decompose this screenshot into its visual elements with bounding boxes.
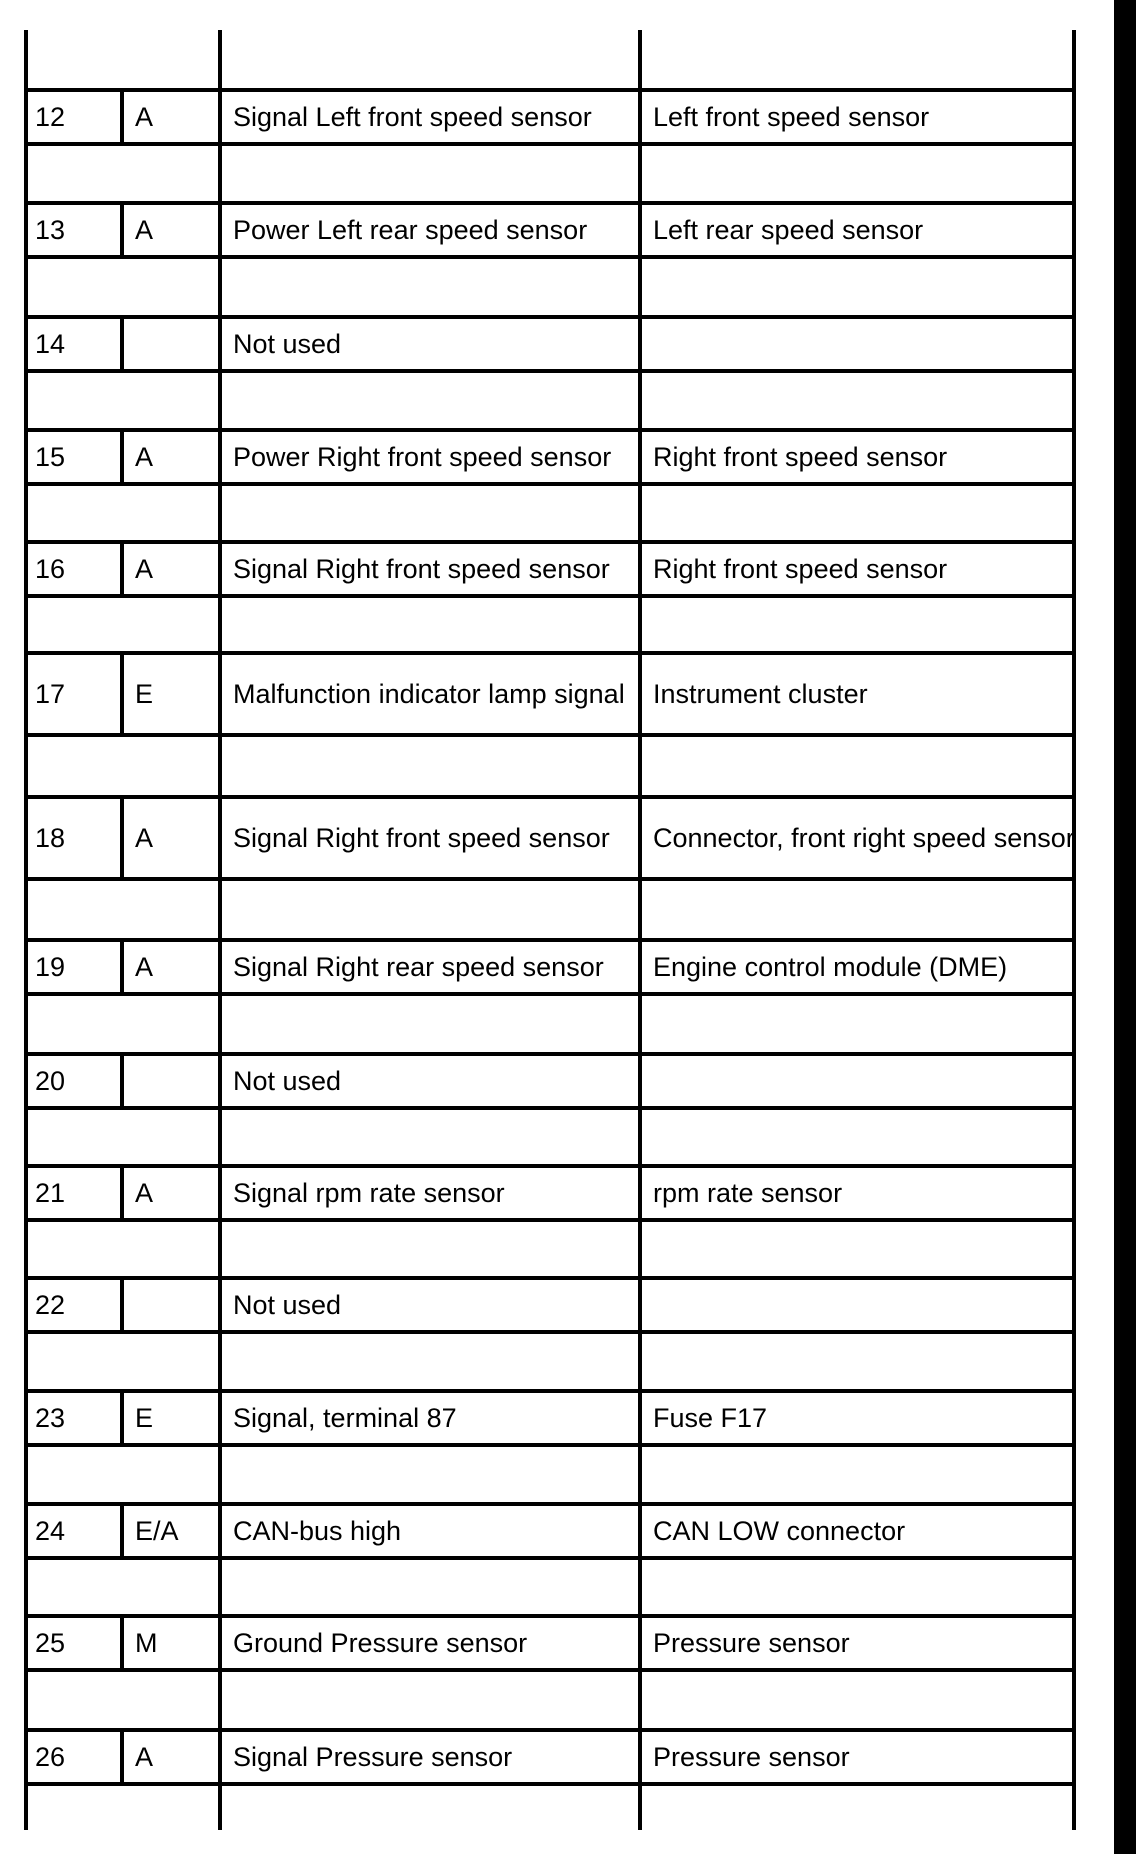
type-cell: A — [120, 1168, 218, 1218]
table-row — [24, 1164, 1076, 1222]
destination-cell — [638, 1056, 1076, 1106]
type-cell: A — [120, 544, 218, 594]
table-row — [24, 88, 1076, 146]
type-cell: E — [120, 655, 218, 733]
description-cell: Signal Right front speed sensor — [218, 799, 638, 877]
type-cell — [120, 319, 218, 369]
destination-cell: Fuse F17 — [638, 1393, 1076, 1443]
table-row — [24, 1502, 1076, 1560]
table-row — [24, 938, 1076, 996]
destination-cell: Right front speed sensor — [638, 432, 1076, 482]
description-cell: Signal Right rear speed sensor — [218, 942, 638, 992]
table-row — [24, 1276, 1076, 1334]
column-rule-left — [24, 30, 28, 1830]
pin-cell: 13 — [35, 214, 66, 245]
destination-cell: rpm rate sensor — [638, 1168, 1076, 1218]
description-cell: Not used — [218, 319, 638, 369]
destination-cell — [638, 1280, 1076, 1330]
pin-cell: 24 — [35, 1515, 66, 1546]
table-row — [24, 1614, 1076, 1672]
type-cell: E/A — [120, 1506, 218, 1556]
destination-cell: Instrument cluster — [638, 655, 1076, 733]
pin-cell: 18 — [35, 822, 66, 853]
type-cell: A — [120, 799, 218, 877]
pin-cell: 26 — [35, 1741, 66, 1772]
description-cell: CAN-bus high — [218, 1506, 638, 1556]
description-cell: Power Left rear speed sensor — [218, 205, 638, 255]
table-row — [24, 540, 1076, 598]
type-cell: A — [120, 92, 218, 142]
pin-cell: 22 — [35, 1289, 66, 1320]
type-cell — [120, 1280, 218, 1330]
destination-cell: Engine control module (DME) — [638, 942, 1076, 992]
pin-cell: 19 — [35, 951, 66, 982]
type-cell: A — [120, 1732, 218, 1782]
pin-cell: 15 — [35, 441, 66, 472]
table-row — [24, 1389, 1076, 1447]
type-cell: A — [120, 942, 218, 992]
type-cell: M — [120, 1618, 218, 1668]
pin-cell: 16 — [35, 553, 66, 584]
description-cell: Signal rpm rate sensor — [218, 1168, 638, 1218]
description-cell: Signal Right front speed sensor — [218, 544, 638, 594]
destination-cell — [638, 319, 1076, 369]
column-rule-destination — [638, 30, 642, 1830]
pin-cell: 14 — [35, 328, 66, 359]
description-cell: Signal, terminal 87 — [218, 1393, 638, 1443]
destination-cell: Pressure sensor — [638, 1732, 1076, 1782]
description-cell: Not used — [218, 1056, 638, 1106]
pin-cell: 12 — [35, 101, 66, 132]
type-cell: E — [120, 1393, 218, 1443]
type-cell: A — [120, 432, 218, 482]
table-row — [24, 1728, 1076, 1786]
pin-cell: 25 — [35, 1627, 66, 1658]
description-cell: Signal Pressure sensor — [218, 1732, 638, 1782]
destination-cell: Connector, front right speed sensor — [638, 799, 1076, 877]
pin-cell: 17 — [35, 678, 66, 709]
destination-cell: Left rear speed sensor — [638, 205, 1076, 255]
type-cell: A — [120, 205, 218, 255]
destination-cell: Pressure sensor — [638, 1618, 1076, 1668]
description-cell: Ground Pressure sensor — [218, 1618, 638, 1668]
pin-cell: 21 — [35, 1177, 66, 1208]
column-rule-right — [1072, 30, 1076, 1830]
pin-cell: 20 — [35, 1065, 66, 1096]
pin-cell: 23 — [35, 1402, 66, 1433]
table-row — [24, 1052, 1076, 1110]
destination-cell: Left front speed sensor — [638, 92, 1076, 142]
description-cell: Signal Left front speed sensor — [218, 92, 638, 142]
description-cell: Malfunction indicator lamp signal — [218, 655, 638, 733]
table-row — [24, 651, 1076, 737]
destination-cell: CAN LOW connector — [638, 1506, 1076, 1556]
description-cell: Not used — [218, 1280, 638, 1330]
table-row — [24, 315, 1076, 373]
table-row — [24, 428, 1076, 486]
page-edge-band — [1114, 0, 1136, 1854]
table-row — [24, 201, 1076, 259]
table-row — [24, 795, 1076, 881]
type-cell — [120, 1056, 218, 1106]
column-rule-description — [218, 30, 222, 1830]
destination-cell: Right front speed sensor — [638, 544, 1076, 594]
description-cell: Power Right front speed sensor — [218, 432, 638, 482]
